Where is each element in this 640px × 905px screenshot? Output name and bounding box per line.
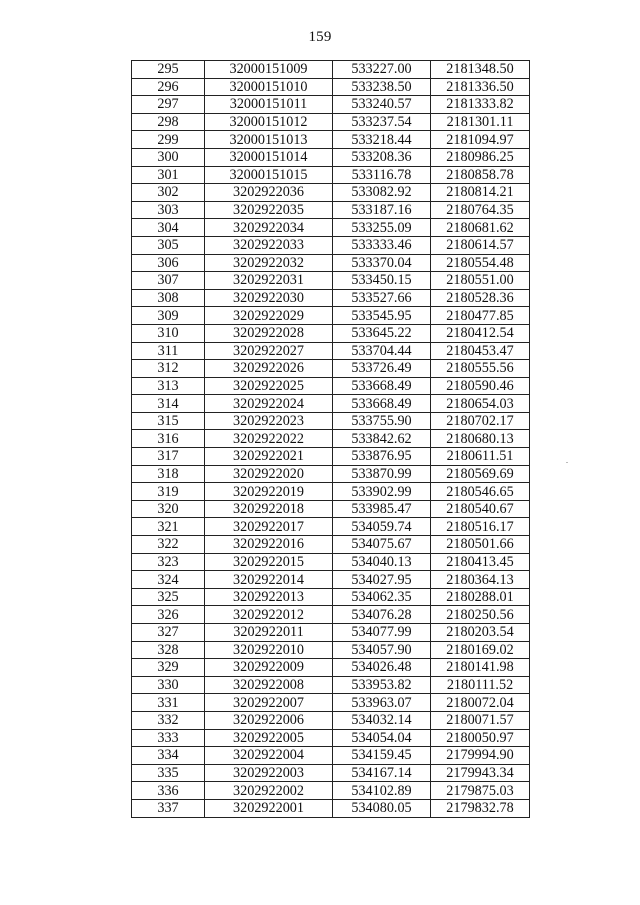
x-coordinate-cell: 533755.90 <box>333 412 431 430</box>
y-coordinate-cell: 2180203.54 <box>431 624 530 642</box>
row-number-cell: 300 <box>132 148 205 166</box>
row-number-cell: 309 <box>132 307 205 325</box>
table-row <box>132 747 530 765</box>
point-id-cell: 3202922027 <box>205 342 333 360</box>
scan-mark <box>566 462 568 463</box>
table-row <box>132 606 530 624</box>
y-coordinate-cell: 2180413.45 <box>431 553 530 571</box>
x-coordinate-cell: 534026.48 <box>333 659 431 677</box>
table-row <box>132 272 530 290</box>
point-id-cell: 3202922022 <box>205 430 333 448</box>
x-coordinate-cell: 534075.67 <box>333 536 431 554</box>
y-coordinate-cell: 2180540.67 <box>431 500 530 518</box>
point-id-cell: 3202922002 <box>205 782 333 800</box>
page-number: 159 <box>308 29 332 45</box>
row-number-cell: 321 <box>132 518 205 536</box>
x-coordinate-cell: 534080.05 <box>333 799 431 817</box>
y-coordinate-cell: 2180611.51 <box>431 448 530 466</box>
table-row <box>132 324 530 342</box>
point-id-cell: 3202922034 <box>205 219 333 237</box>
point-id-cell: 3202922023 <box>205 412 333 430</box>
table-row <box>132 448 530 466</box>
row-number-cell: 308 <box>132 289 205 307</box>
point-id-cell: 3202922012 <box>205 606 333 624</box>
point-id-cell: 32000151013 <box>205 131 333 149</box>
x-coordinate-cell: 533876.95 <box>333 448 431 466</box>
table-row <box>132 254 530 272</box>
row-number-cell: 335 <box>132 764 205 782</box>
y-coordinate-cell: 2180169.02 <box>431 641 530 659</box>
y-coordinate-cell: 2180412.54 <box>431 324 530 342</box>
table-row <box>132 113 530 131</box>
point-id-cell: 3202922019 <box>205 483 333 501</box>
point-id-cell: 3202922021 <box>205 448 333 466</box>
y-coordinate-cell: 2180453.47 <box>431 342 530 360</box>
point-id-cell: 3202922032 <box>205 254 333 272</box>
x-coordinate-cell: 534027.95 <box>333 571 431 589</box>
table-row <box>132 395 530 413</box>
x-coordinate-cell: 534076.28 <box>333 606 431 624</box>
x-coordinate-cell: 534032.14 <box>333 711 431 729</box>
x-coordinate-cell: 534102.89 <box>333 782 431 800</box>
x-coordinate-cell: 533953.82 <box>333 676 431 694</box>
table-row <box>132 588 530 606</box>
y-coordinate-cell: 2180814.21 <box>431 184 530 202</box>
point-id-cell: 3202922020 <box>205 465 333 483</box>
y-coordinate-cell: 2180050.97 <box>431 729 530 747</box>
table-row <box>132 764 530 782</box>
point-id-cell: 3202922014 <box>205 571 333 589</box>
point-id-cell: 3202922031 <box>205 272 333 290</box>
y-coordinate-cell: 2180250.56 <box>431 606 530 624</box>
table-row <box>132 166 530 184</box>
row-number-cell: 334 <box>132 747 205 765</box>
row-number-cell: 316 <box>132 430 205 448</box>
point-id-cell: 3202922010 <box>205 641 333 659</box>
point-id-cell: 3202922003 <box>205 764 333 782</box>
table-row <box>132 500 530 518</box>
y-coordinate-cell: 2180555.56 <box>431 360 530 378</box>
y-coordinate-cell: 2180681.62 <box>431 219 530 237</box>
table-row <box>132 799 530 817</box>
x-coordinate-cell: 534054.04 <box>333 729 431 747</box>
y-coordinate-cell: 2180528.36 <box>431 289 530 307</box>
x-coordinate-cell: 533645.22 <box>333 324 431 342</box>
row-number-cell: 298 <box>132 113 205 131</box>
row-number-cell: 303 <box>132 201 205 219</box>
point-id-cell: 3202922006 <box>205 711 333 729</box>
x-coordinate-cell: 533255.09 <box>333 219 431 237</box>
point-id-cell: 3202922036 <box>205 184 333 202</box>
y-coordinate-cell: 2180702.17 <box>431 412 530 430</box>
x-coordinate-cell: 534040.13 <box>333 553 431 571</box>
table-row <box>132 96 530 114</box>
table-row <box>132 624 530 642</box>
table-row <box>132 430 530 448</box>
table-row <box>132 342 530 360</box>
x-coordinate-cell: 534062.35 <box>333 588 431 606</box>
y-coordinate-cell: 2180590.46 <box>431 377 530 395</box>
row-number-cell: 325 <box>132 588 205 606</box>
y-coordinate-cell: 2179994.90 <box>431 747 530 765</box>
y-coordinate-cell: 2179832.78 <box>431 799 530 817</box>
point-id-cell: 3202922004 <box>205 747 333 765</box>
y-coordinate-cell: 2180858.78 <box>431 166 530 184</box>
point-id-cell: 32000151011 <box>205 96 333 114</box>
y-coordinate-cell: 2180546.65 <box>431 483 530 501</box>
table-row <box>132 219 530 237</box>
y-coordinate-cell: 2180111.52 <box>431 676 530 694</box>
x-coordinate-cell: 533187.16 <box>333 201 431 219</box>
point-id-cell: 3202922008 <box>205 676 333 694</box>
point-id-cell: 3202922024 <box>205 395 333 413</box>
x-coordinate-cell: 533218.44 <box>333 131 431 149</box>
table-row <box>132 148 530 166</box>
row-number-cell: 314 <box>132 395 205 413</box>
x-coordinate-cell: 533985.47 <box>333 500 431 518</box>
row-number-cell: 323 <box>132 553 205 571</box>
x-coordinate-cell: 533237.54 <box>333 113 431 131</box>
row-number-cell: 328 <box>132 641 205 659</box>
row-number-cell: 330 <box>132 676 205 694</box>
point-id-cell: 32000151010 <box>205 78 333 96</box>
row-number-cell: 310 <box>132 324 205 342</box>
table-row <box>132 659 530 677</box>
y-coordinate-cell: 2180764.35 <box>431 201 530 219</box>
y-coordinate-cell: 2180986.25 <box>431 148 530 166</box>
point-id-cell: 3202922030 <box>205 289 333 307</box>
row-number-cell: 305 <box>132 236 205 254</box>
point-id-cell: 3202922013 <box>205 588 333 606</box>
y-coordinate-cell: 2180614.57 <box>431 236 530 254</box>
point-id-cell: 32000151009 <box>205 61 333 79</box>
row-number-cell: 318 <box>132 465 205 483</box>
coordinates-table <box>131 60 530 818</box>
y-coordinate-cell: 2181301.11 <box>431 113 530 131</box>
point-id-cell: 3202922029 <box>205 307 333 325</box>
x-coordinate-cell: 533545.95 <box>333 307 431 325</box>
x-coordinate-cell: 533842.62 <box>333 430 431 448</box>
x-coordinate-cell: 534057.90 <box>333 641 431 659</box>
row-number-cell: 312 <box>132 360 205 378</box>
point-id-cell: 3202922028 <box>205 324 333 342</box>
y-coordinate-cell: 2180141.98 <box>431 659 530 677</box>
table-row <box>132 536 530 554</box>
x-coordinate-cell: 534167.14 <box>333 764 431 782</box>
point-id-cell: 3202922007 <box>205 694 333 712</box>
point-id-cell: 3202922016 <box>205 536 333 554</box>
x-coordinate-cell: 533240.57 <box>333 96 431 114</box>
row-number-cell: 331 <box>132 694 205 712</box>
point-id-cell: 3202922033 <box>205 236 333 254</box>
table-row <box>132 78 530 96</box>
x-coordinate-cell: 533082.92 <box>333 184 431 202</box>
x-coordinate-cell: 533704.44 <box>333 342 431 360</box>
y-coordinate-cell: 2180477.85 <box>431 307 530 325</box>
x-coordinate-cell: 534159.45 <box>333 747 431 765</box>
point-id-cell: 3202922018 <box>205 500 333 518</box>
row-number-cell: 311 <box>132 342 205 360</box>
table-row <box>132 184 530 202</box>
table-row <box>132 289 530 307</box>
x-coordinate-cell: 534077.99 <box>333 624 431 642</box>
point-id-cell: 3202922009 <box>205 659 333 677</box>
table-row <box>132 360 530 378</box>
row-number-cell: 322 <box>132 536 205 554</box>
row-number-cell: 306 <box>132 254 205 272</box>
point-id-cell: 3202922015 <box>205 553 333 571</box>
table-row <box>132 377 530 395</box>
x-coordinate-cell: 533450.15 <box>333 272 431 290</box>
table-row <box>132 201 530 219</box>
row-number-cell: 299 <box>132 131 205 149</box>
table-row <box>132 711 530 729</box>
point-id-cell: 3202922005 <box>205 729 333 747</box>
row-number-cell: 296 <box>132 78 205 96</box>
y-coordinate-cell: 2180288.01 <box>431 588 530 606</box>
x-coordinate-cell: 533963.07 <box>333 694 431 712</box>
row-number-cell: 297 <box>132 96 205 114</box>
x-coordinate-cell: 533902.99 <box>333 483 431 501</box>
y-coordinate-cell: 2180554.48 <box>431 254 530 272</box>
table-row <box>132 131 530 149</box>
x-coordinate-cell: 533116.78 <box>333 166 431 184</box>
table-row <box>132 641 530 659</box>
y-coordinate-cell: 2181094.97 <box>431 131 530 149</box>
point-id-cell: 3202922026 <box>205 360 333 378</box>
x-coordinate-cell: 533527.66 <box>333 289 431 307</box>
row-number-cell: 317 <box>132 448 205 466</box>
x-coordinate-cell: 533227.00 <box>333 61 431 79</box>
row-number-cell: 304 <box>132 219 205 237</box>
y-coordinate-cell: 2180501.66 <box>431 536 530 554</box>
x-coordinate-cell: 533668.49 <box>333 395 431 413</box>
table-row <box>132 676 530 694</box>
y-coordinate-cell: 2179943.34 <box>431 764 530 782</box>
y-coordinate-cell: 2180364.13 <box>431 571 530 589</box>
table-row <box>132 412 530 430</box>
row-number-cell: 320 <box>132 500 205 518</box>
point-id-cell: 3202922001 <box>205 799 333 817</box>
table-row <box>132 694 530 712</box>
row-number-cell: 307 <box>132 272 205 290</box>
row-number-cell: 319 <box>132 483 205 501</box>
y-coordinate-cell: 2180516.17 <box>431 518 530 536</box>
y-coordinate-cell: 2180071.57 <box>431 711 530 729</box>
y-coordinate-cell: 2181333.82 <box>431 96 530 114</box>
y-coordinate-cell: 2181336.50 <box>431 78 530 96</box>
x-coordinate-cell: 533870.99 <box>333 465 431 483</box>
table-row <box>132 729 530 747</box>
point-id-cell: 3202922011 <box>205 624 333 642</box>
table-row <box>132 571 530 589</box>
x-coordinate-cell: 534059.74 <box>333 518 431 536</box>
x-coordinate-cell: 533370.04 <box>333 254 431 272</box>
table-row <box>132 782 530 800</box>
y-coordinate-cell: 2179875.03 <box>431 782 530 800</box>
point-id-cell: 3202922025 <box>205 377 333 395</box>
y-coordinate-cell: 2180551.00 <box>431 272 530 290</box>
row-number-cell: 337 <box>132 799 205 817</box>
row-number-cell: 327 <box>132 624 205 642</box>
row-number-cell: 329 <box>132 659 205 677</box>
table-row <box>132 61 530 79</box>
row-number-cell: 315 <box>132 412 205 430</box>
x-coordinate-cell: 533333.46 <box>333 236 431 254</box>
row-number-cell: 301 <box>132 166 205 184</box>
y-coordinate-cell: 2181348.50 <box>431 61 530 79</box>
point-id-cell: 3202922017 <box>205 518 333 536</box>
x-coordinate-cell: 533238.50 <box>333 78 431 96</box>
y-coordinate-cell: 2180654.03 <box>431 395 530 413</box>
table-row <box>132 518 530 536</box>
point-id-cell: 32000151014 <box>205 148 333 166</box>
table-row <box>132 483 530 501</box>
x-coordinate-cell: 533668.49 <box>333 377 431 395</box>
row-number-cell: 332 <box>132 711 205 729</box>
x-coordinate-cell: 533208.36 <box>333 148 431 166</box>
point-id-cell: 32000151015 <box>205 166 333 184</box>
point-id-cell: 32000151012 <box>205 113 333 131</box>
row-number-cell: 295 <box>132 61 205 79</box>
y-coordinate-cell: 2180072.04 <box>431 694 530 712</box>
table-row <box>132 236 530 254</box>
x-coordinate-cell: 533726.49 <box>333 360 431 378</box>
table-row <box>132 553 530 571</box>
row-number-cell: 336 <box>132 782 205 800</box>
coordinates-table-body <box>132 61 530 818</box>
y-coordinate-cell: 2180680.13 <box>431 430 530 448</box>
row-number-cell: 326 <box>132 606 205 624</box>
row-number-cell: 324 <box>132 571 205 589</box>
point-id-cell: 3202922035 <box>205 201 333 219</box>
row-number-cell: 302 <box>132 184 205 202</box>
y-coordinate-cell: 2180569.69 <box>431 465 530 483</box>
table-row <box>132 465 530 483</box>
table-row <box>132 307 530 325</box>
row-number-cell: 333 <box>132 729 205 747</box>
row-number-cell: 313 <box>132 377 205 395</box>
